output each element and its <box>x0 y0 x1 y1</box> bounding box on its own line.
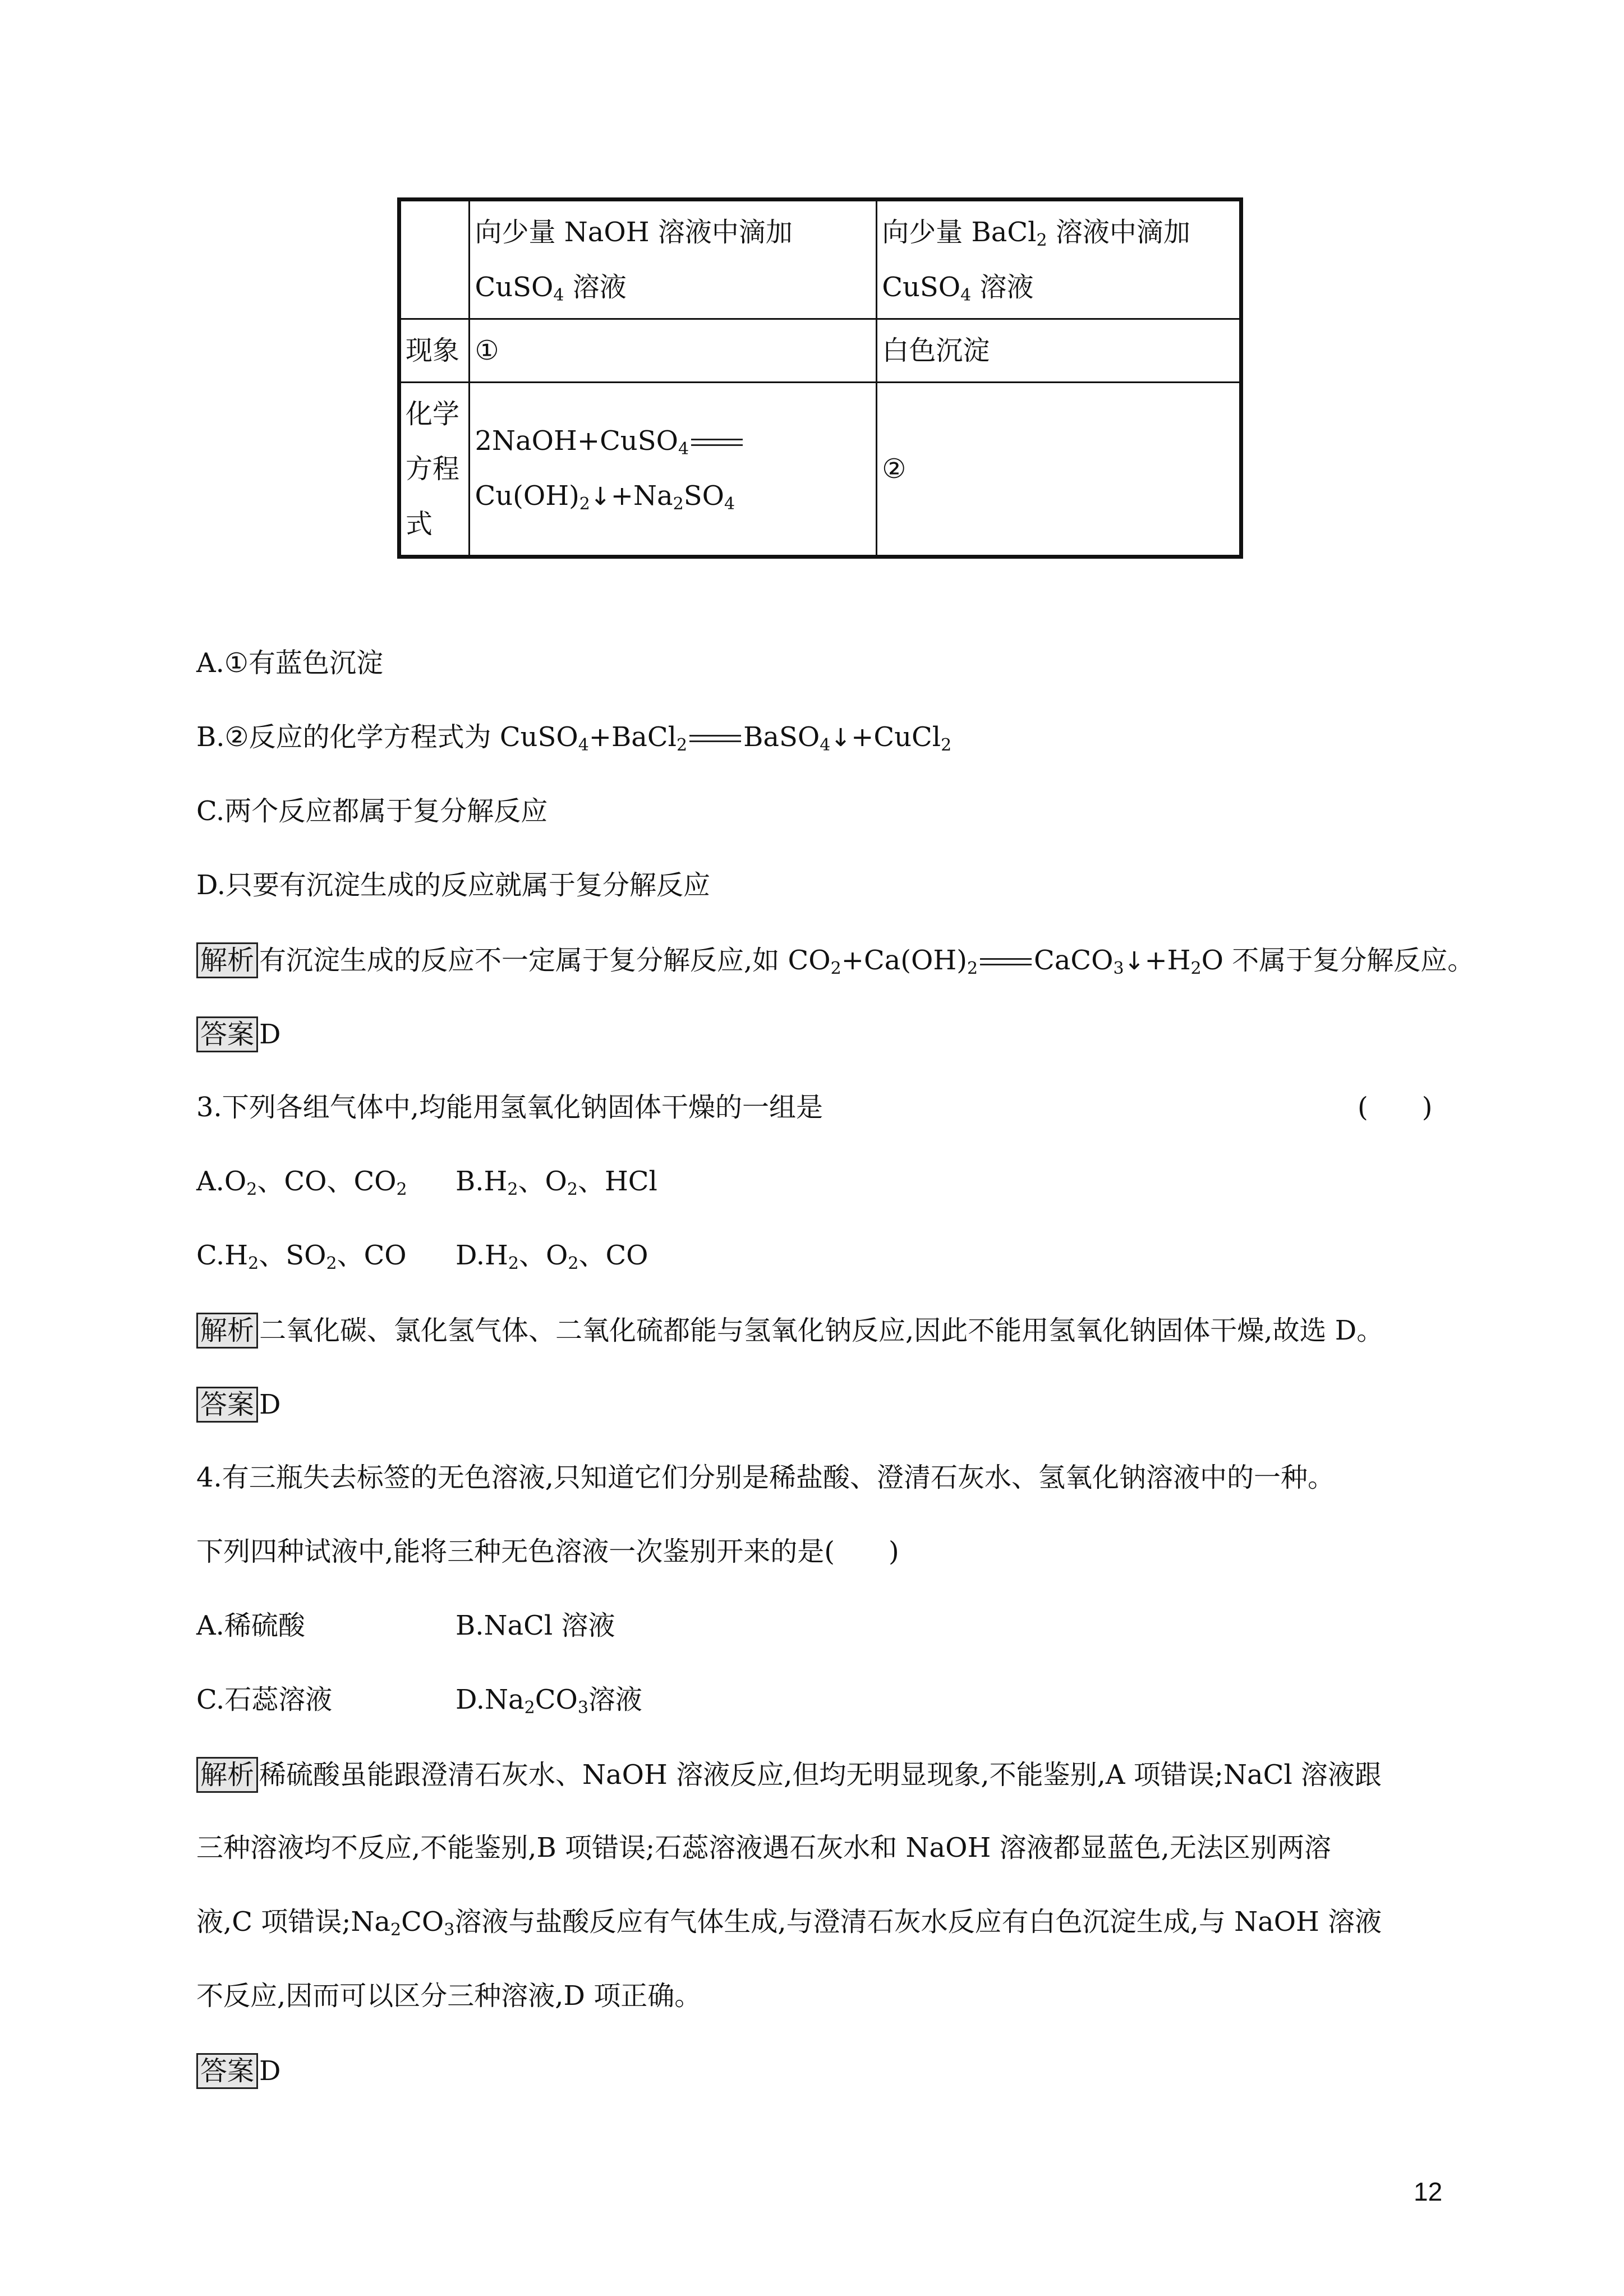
equals-sign <box>689 438 745 449</box>
q3-stem: 3.下列各组气体中,均能用氢氧化钠固体干燥的一组是 <box>196 1092 823 1123</box>
table-header-bacl2: 向少量 BaCl$_2$ 溶液中滴加 CuSO$_4$ 溶液 <box>877 200 1241 319</box>
page-number: 12 <box>1414 2177 1443 2206</box>
q3-option-b: $B.H_2$、$O_2$、HCl <box>456 1166 657 1199</box>
phenomenon-bacl2: 白色沉淀 <box>877 319 1241 383</box>
table-row-phenomenon <box>399 319 1241 383</box>
table-header-row <box>399 200 1241 319</box>
q3-option-a: $A.O_2$、CO、$CO_2$ <box>196 1166 407 1199</box>
q4-analysis-line1: 解析 稀硫酸虽能跟澄清石灰水、NaOH 溶液反应,但均无明显现象,不能鉴别,A 项错误;NaCl 溶液跟 <box>196 1757 1382 1793</box>
q2-answer: 答案 D <box>196 1016 281 1052</box>
q4-option-c: C.石蕊溶液 <box>196 1684 333 1715</box>
answer-tag: 答案 <box>196 2053 258 2089</box>
q4-analysis-line2: 三种溶液均不反应,不能鉴别,B 项错误;石蕊溶液遇石灰水和 NaOH 溶液都显蓝色,无法区别两溶 <box>196 1832 1331 1864</box>
q3-answer-bracket: ( ) <box>1358 1092 1433 1123</box>
label-phenomenon: 现象 <box>399 319 470 383</box>
q4-option-b: B.NaCl 溶液 <box>456 1610 615 1641</box>
equation-naoh: 2NaOH+CuSO$_4$ $Cu(OH)_2↓+Na_2SO_4$ <box>470 383 877 557</box>
table-corner-cell <box>399 200 470 319</box>
q3-analysis: 解析 二氧化碳、氯化氢气体、二氧化硫都能与氢氧化钠反应,因此不能用氢氧化钠固体干燥,故选 D。 <box>196 1313 1383 1349</box>
q2-option-d: D.只要有沉淀生成的反应就属于复分解反应 <box>196 869 711 901</box>
analysis-tag: 解析 <box>196 1757 258 1793</box>
equals-sign <box>978 957 1034 968</box>
equation-bacl2: ② <box>877 383 1241 557</box>
analysis-tag: 解析 <box>196 942 258 978</box>
q2-option-c: C.两个反应都属于复分解反应 <box>196 795 548 827</box>
q4-option-d: $D.Na_2CO_3$溶液 <box>456 1684 642 1718</box>
q2-option-a: A.①有蓝色沉淀 <box>196 647 383 679</box>
q4-stem-line1: 4.有三瓶失去标签的无色溶液,只知道它们分别是稀盐酸、澄清石灰水、氢氧化钠溶液中的一种。 <box>196 1462 1335 1493</box>
q4-analysis-line3: 液,C 项错误$;Na_2CO_3$溶液与盐酸反应有气体生成,与澄清石灰水反应有白色沉淀生成,与 NaOH 溶液 <box>196 1906 1382 1940</box>
q2-option-b: B.②反应的化学方程式为 CuSO$_4$+BaCl$_2$ BaSO$_4$↓+CuCl$_2$ <box>196 721 952 755</box>
analysis-tag: 解析 <box>196 1313 258 1349</box>
q3-option-d: $D.H_2$、$O_2$、CO <box>456 1240 648 1273</box>
answer-tag: 答案 <box>196 1387 258 1423</box>
q4-answer: 答案 D <box>196 2053 281 2089</box>
equals-sign <box>687 734 743 745</box>
label-equation: 化学 方程 式 <box>399 383 470 557</box>
table-row-equation <box>399 383 1241 557</box>
phenomenon-naoh: ① <box>470 319 877 383</box>
reaction-table <box>397 197 1243 559</box>
q4-stem-line2: 下列四种试液中,能将三种无色溶液一次鉴别开来的是( ) <box>196 1536 899 1567</box>
q4-option-a: A.稀硫酸 <box>196 1610 305 1641</box>
q4-analysis-line4: 不反应,因而可以区分三种溶液,D 项正确。 <box>196 1980 702 2012</box>
answer-tag: 答案 <box>196 1016 258 1052</box>
q3-answer: 答案 D <box>196 1387 281 1423</box>
q3-option-c: $C.H_2$、$SO_2$、CO <box>196 1240 407 1273</box>
table-header-naoh: 向少量 NaOH 溶液中滴加 CuSO$_4$ 溶液 <box>470 200 877 319</box>
q2-analysis: 解析 有沉淀生成的反应不一定属于复分解反应,如 $CO_2+Ca(OH)_2$ $CaCO_3↓+H_2O$ 不属于复分解反应。 <box>196 942 1474 978</box>
